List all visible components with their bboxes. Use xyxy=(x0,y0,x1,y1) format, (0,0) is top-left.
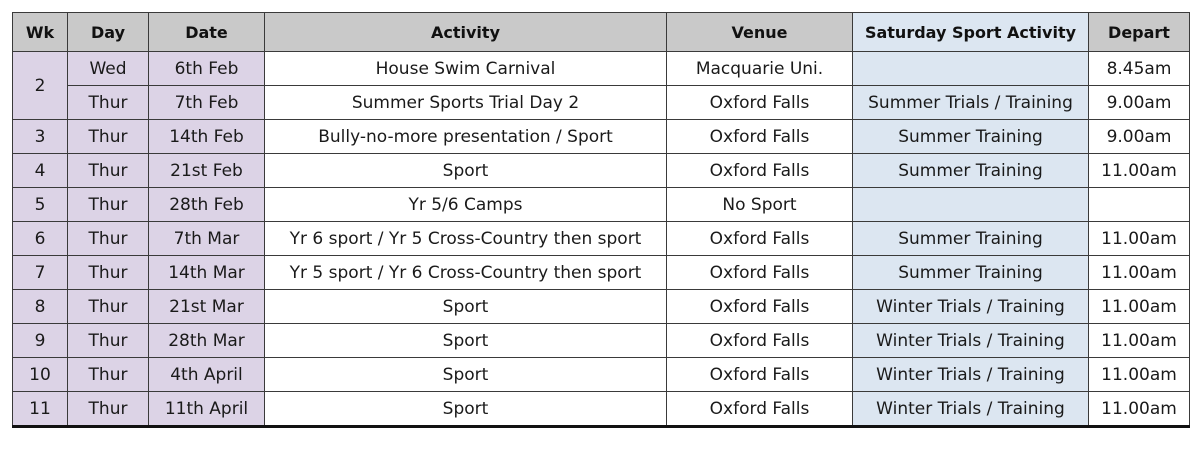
week-cell: 4 xyxy=(13,154,68,188)
depart-cell: 11.00am xyxy=(1089,154,1190,188)
depart-cell: 11.00am xyxy=(1089,290,1190,324)
day-cell: Thur xyxy=(68,222,149,256)
depart-cell: 11.00am xyxy=(1089,358,1190,392)
depart-cell xyxy=(1089,188,1190,222)
activity-cell: Yr 5/6 Camps xyxy=(265,188,667,222)
saturday-activity-cell: Summer Training xyxy=(853,256,1089,290)
table-row xyxy=(13,86,1190,120)
date-cell: 14th Feb xyxy=(149,120,265,154)
activity-cell: Sport xyxy=(265,290,667,324)
depart-cell: 9.00am xyxy=(1089,86,1190,120)
venue-cell: Oxford Falls xyxy=(667,290,853,324)
header-day: Day xyxy=(68,13,149,52)
sport-schedule-table xyxy=(12,12,1190,428)
week-cell: 5 xyxy=(13,188,68,222)
week-cell: 10 xyxy=(13,358,68,392)
date-cell: 21st Mar xyxy=(149,290,265,324)
date-cell: 11th April xyxy=(149,392,265,427)
header-saturday-sport-activity: Saturday Sport Activity xyxy=(853,13,1089,52)
saturday-activity-cell xyxy=(853,52,1089,86)
week-cell: 3 xyxy=(13,120,68,154)
date-cell: 28th Mar xyxy=(149,324,265,358)
venue-cell: Macquarie Uni. xyxy=(667,52,853,86)
week-cell: 11 xyxy=(13,392,68,427)
venue-cell: Oxford Falls xyxy=(667,222,853,256)
week-cell: 2 xyxy=(13,52,68,120)
date-cell: 7th Mar xyxy=(149,222,265,256)
header-wk: Wk xyxy=(13,13,68,52)
table-row xyxy=(13,256,1190,290)
venue-cell: Oxford Falls xyxy=(667,358,853,392)
activity-cell: Summer Sports Trial Day 2 xyxy=(265,86,667,120)
sport-schedule-container xyxy=(12,12,1189,428)
date-cell: 21st Feb xyxy=(149,154,265,188)
day-cell: Thur xyxy=(68,392,149,427)
table-row xyxy=(13,324,1190,358)
activity-cell: Sport xyxy=(265,324,667,358)
activity-cell: Sport xyxy=(265,358,667,392)
venue-cell: Oxford Falls xyxy=(667,256,853,290)
saturday-activity-cell: Summer Trials / Training xyxy=(853,86,1089,120)
saturday-activity-cell xyxy=(853,188,1089,222)
header-date: Date xyxy=(149,13,265,52)
date-cell: 4th April xyxy=(149,358,265,392)
depart-cell: 11.00am xyxy=(1089,324,1190,358)
table-row xyxy=(13,154,1190,188)
venue-cell: Oxford Falls xyxy=(667,120,853,154)
saturday-activity-cell: Winter Trials / Training xyxy=(853,290,1089,324)
header-activity: Activity xyxy=(265,13,667,52)
table-row xyxy=(13,392,1190,427)
table-row xyxy=(13,358,1190,392)
saturday-activity-cell: Summer Training xyxy=(853,120,1089,154)
venue-cell: Oxford Falls xyxy=(667,154,853,188)
venue-cell: Oxford Falls xyxy=(667,392,853,427)
venue-cell: Oxford Falls xyxy=(667,86,853,120)
saturday-activity-cell: Winter Trials / Training xyxy=(853,392,1089,427)
table-row xyxy=(13,52,1190,86)
depart-cell: 11.00am xyxy=(1089,222,1190,256)
depart-cell: 8.45am xyxy=(1089,52,1190,86)
week-cell: 9 xyxy=(13,324,68,358)
date-cell: 7th Feb xyxy=(149,86,265,120)
table-row xyxy=(13,222,1190,256)
venue-cell: Oxford Falls xyxy=(667,324,853,358)
activity-cell: Yr 6 sport / Yr 5 Cross-Country then sport xyxy=(265,222,667,256)
date-cell: 6th Feb xyxy=(149,52,265,86)
table-row xyxy=(13,120,1190,154)
activity-cell: Bully-no-more presentation / Sport xyxy=(265,120,667,154)
week-cell: 8 xyxy=(13,290,68,324)
saturday-activity-cell: Summer Training xyxy=(853,154,1089,188)
saturday-activity-cell: Summer Training xyxy=(853,222,1089,256)
week-cell: 6 xyxy=(13,222,68,256)
date-cell: 28th Feb xyxy=(149,188,265,222)
day-cell: Thur xyxy=(68,324,149,358)
activity-cell: Yr 5 sport / Yr 6 Cross-Country then sport xyxy=(265,256,667,290)
activity-cell: Sport xyxy=(265,392,667,427)
depart-cell: 9.00am xyxy=(1089,120,1190,154)
day-cell: Thur xyxy=(68,188,149,222)
saturday-activity-cell: Winter Trials / Training xyxy=(853,324,1089,358)
day-cell: Thur xyxy=(68,120,149,154)
header-venue: Venue xyxy=(667,13,853,52)
day-cell: Thur xyxy=(68,86,149,120)
depart-cell: 11.00am xyxy=(1089,392,1190,427)
saturday-activity-cell: Winter Trials / Training xyxy=(853,358,1089,392)
header-row xyxy=(13,13,1190,52)
activity-cell: Sport xyxy=(265,154,667,188)
day-cell: Wed xyxy=(68,52,149,86)
day-cell: Thur xyxy=(68,154,149,188)
header-depart: Depart xyxy=(1089,13,1190,52)
depart-cell: 11.00am xyxy=(1089,256,1190,290)
table-row xyxy=(13,290,1190,324)
week-cell: 7 xyxy=(13,256,68,290)
table-row xyxy=(13,188,1190,222)
day-cell: Thur xyxy=(68,256,149,290)
day-cell: Thur xyxy=(68,358,149,392)
venue-cell: No Sport xyxy=(667,188,853,222)
day-cell: Thur xyxy=(68,290,149,324)
date-cell: 14th Mar xyxy=(149,256,265,290)
activity-cell: House Swim Carnival xyxy=(265,52,667,86)
